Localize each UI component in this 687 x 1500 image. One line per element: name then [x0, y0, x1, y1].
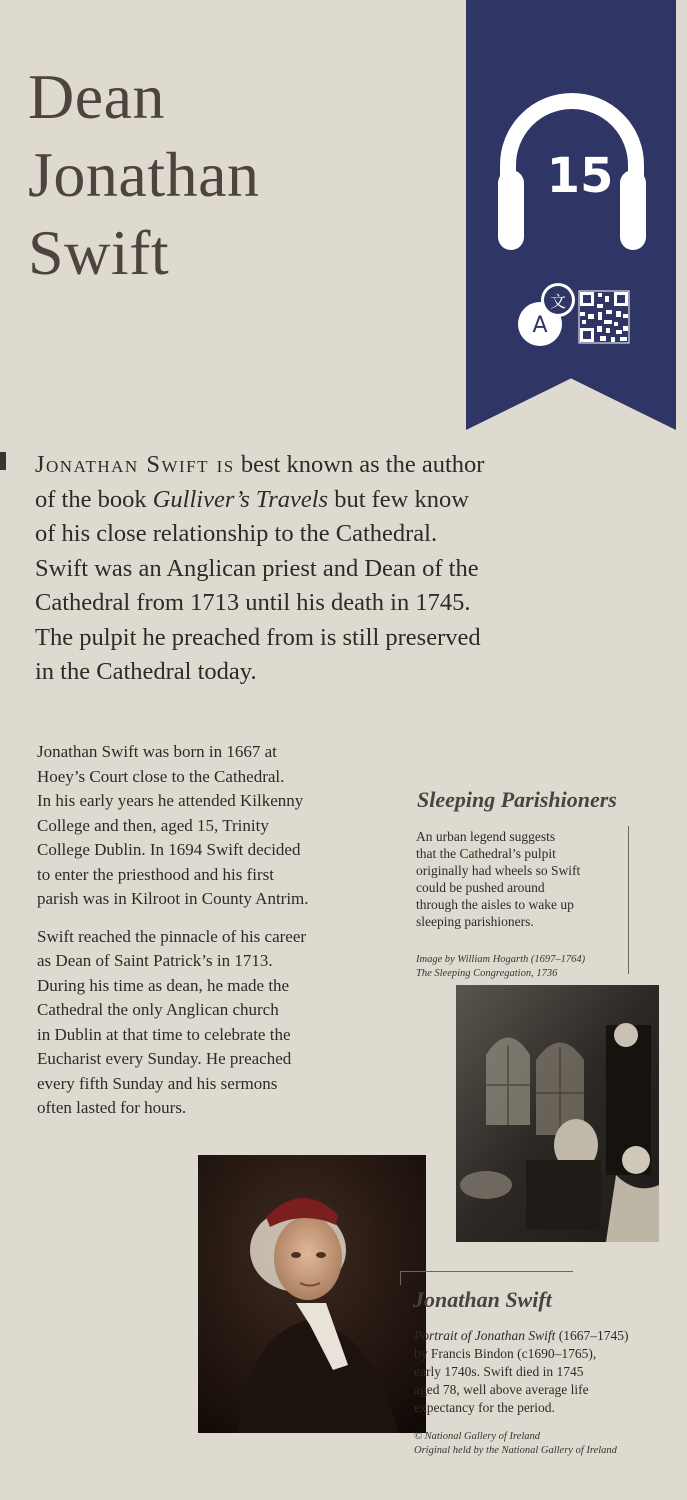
portrait-credit	[414, 1430, 617, 1458]
intro-line: Cathedral from 1713 until his death in 1745.	[35, 589, 471, 616]
body-line: Swift reached the pinnacle of his career	[37, 926, 307, 946]
caption-line: originally had wheels so Swift	[416, 863, 581, 878]
svg-text:A: A	[532, 313, 548, 338]
credit-line: The Sleeping Congregation, 1736	[416, 968, 558, 979]
tour-stop-number: 15	[546, 148, 614, 204]
body-line: in Dublin at that time to celebrate the	[37, 1024, 291, 1044]
credit-line: © National Gallery of Ireland	[414, 1431, 540, 1442]
body-line: College Dublin. In 1694 Swift decided	[37, 840, 301, 859]
caption-line: could be pushed around	[416, 880, 545, 895]
body-line: Eucharist every Sunday. He preached	[37, 1049, 292, 1068]
page-title	[28, 58, 260, 292]
intro-line	[35, 483, 595, 518]
caption-line: early 1740s. Swift died in 1745	[414, 1364, 584, 1379]
body-line: In his early years he attended Kilkenny	[37, 791, 304, 810]
body-line: as Dean of Saint Patrick’s in 1713.	[37, 951, 273, 970]
svg-text:文: 文	[549, 292, 567, 311]
page-title-line: Swift	[28, 217, 170, 288]
caption-line: aged 78, well above average life	[414, 1382, 589, 1397]
book-title: Gulliver’s Travels	[152, 485, 329, 513]
audio-tour-icons	[466, 0, 676, 430]
body-line: Jonathan Swift was born in 1667 at	[37, 742, 277, 761]
sleeping-parishioners-text	[416, 828, 580, 930]
portrait-caption-text	[414, 1327, 629, 1417]
body-line: College and then, aged 15, Trinity	[37, 815, 269, 835]
intro-line: Swift was an Anglican priest and Dean of the	[35, 554, 479, 582]
credit-line: Image by William Hogarth (1697–1764)	[416, 954, 586, 965]
intro-paragraph	[35, 448, 595, 690]
translate-icon	[518, 283, 575, 346]
qr-code-icon	[579, 291, 629, 343]
swift-portrait-image	[198, 1155, 426, 1433]
page-title-line: Dean	[28, 61, 166, 132]
hogarth-engraving-image	[456, 985, 659, 1242]
portrait-caption-title: Jonathan Swift	[413, 1287, 552, 1312]
intro-line-text: best known as the author	[234, 451, 485, 478]
body-text	[37, 740, 387, 1134]
caption-line: sleeping parishioners.	[416, 914, 534, 929]
intro-line-text: but few know	[328, 485, 469, 513]
caption-divider	[628, 826, 629, 974]
portrait-caption-divider	[400, 1271, 573, 1272]
body-line: often lasted for hours.	[37, 1098, 187, 1117]
caption-line	[414, 1327, 629, 1345]
intro-line: The pulpit he preached from is still preserved	[35, 623, 481, 651]
hogarth-credit	[416, 953, 585, 981]
portrait-work-title: Portrait of Jonathan Swift	[414, 1328, 556, 1343]
caption-line: by Francis Bindon (c1690–1765),	[414, 1346, 597, 1361]
intro-marker	[0, 452, 6, 470]
intro-line	[35, 448, 595, 483]
body-line: parish was in Kilroot in County Antrim.	[37, 889, 309, 908]
body-line: During his time as dean, he made the	[37, 975, 290, 995]
body-paragraph	[37, 740, 387, 912]
body-line: Hoey’s Court close to the Cathedral.	[37, 766, 285, 786]
caption-line-text: (1667–1745)	[555, 1328, 629, 1343]
intro-line: of his close relationship to the Cathedral.	[35, 520, 438, 547]
credit-line: Original held by the National Gallery of Ireland	[414, 1445, 617, 1456]
portrait-caption-tick	[400, 1271, 401, 1285]
audio-tour-banner	[466, 0, 676, 430]
body-line: Cathedral the only Anglican church	[37, 1000, 279, 1019]
sleeping-parishioners-title: Sleeping Parishioners	[417, 787, 617, 812]
caption-line: that the Cathedral’s pulpit	[416, 846, 556, 861]
caption-line: expectancy for the period.	[414, 1400, 555, 1415]
intro-line: in the Cathedral today.	[35, 658, 257, 685]
intro-lead: Jonathan Swift is	[35, 451, 235, 478]
body-line: to enter the priesthood and his first	[37, 864, 275, 884]
caption-line: through the aisles to wake up	[416, 897, 574, 912]
body-paragraph	[37, 925, 387, 1121]
body-line: every fifth Sunday and his sermons	[37, 1073, 278, 1093]
intro-line-text: of the book	[35, 485, 153, 513]
caption-line: An urban legend suggests	[416, 829, 556, 844]
page-title-line: Jonathan	[28, 139, 260, 210]
